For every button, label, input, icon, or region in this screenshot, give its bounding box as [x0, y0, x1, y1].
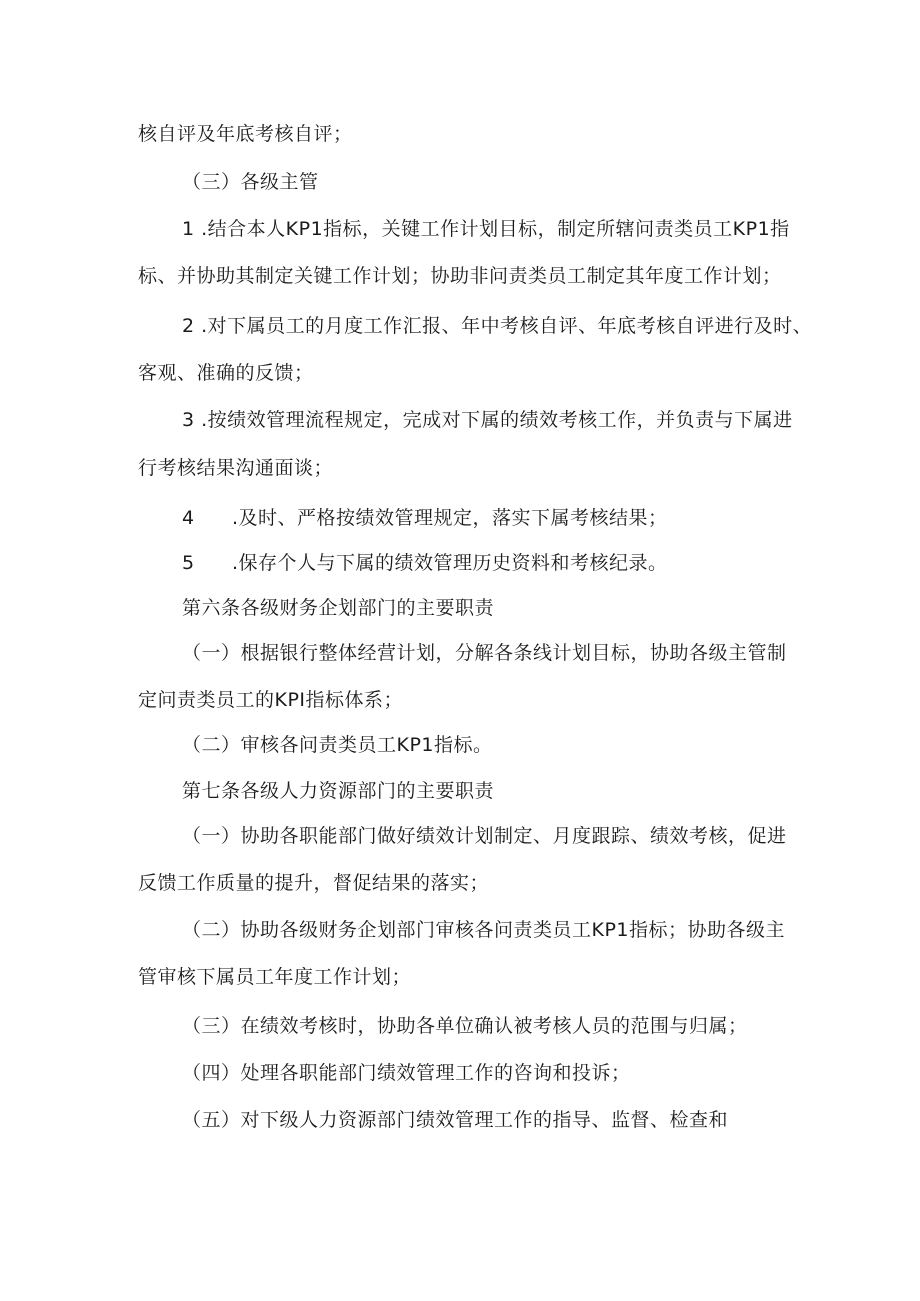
text-line: 核自评及年底考核自评； [138, 123, 353, 145]
text-line: 客观、准确的反馈； [138, 362, 314, 384]
text-line: （三）在绩效考核时，协助各单位确认被考核人员的范围与归属； [182, 1015, 748, 1037]
text-line: 反馈工作质量的提升，督促结果的落实； [138, 872, 490, 894]
text-line: 管审核下属员工年度工作计划； [138, 966, 412, 988]
text-line: （四）处理各职能部门绩效管理工作的咨询和投诉； [182, 1062, 631, 1084]
text-line: （一）根据银行整体经营计划，分解各条线计划目标，协助各级主管制 [182, 642, 787, 664]
text-line: 标、并协助其制定关键工作计划；协助非问责类员工制定其年度工作计划； [138, 265, 782, 287]
text-line: 3 .按绩效管理流程规定，完成对下属的绩效考核工作，并负责与下属进 [182, 409, 793, 431]
text-line: 2 .对下属员工的月度工作汇报、年中考核自评、年底考核自评进行及时、 [182, 315, 813, 337]
article-heading: 第七条各级人力资源部门的主要职责 [182, 780, 495, 802]
text-line: .及时、严格按绩效管理规定，落实下属考核结果； [232, 507, 668, 529]
text-line: （二）协助各级财务企划部门审核各问责类员工KP1指标；协助各级主 [182, 919, 786, 941]
text-line: .保存个人与下属的绩效管理历史资料和考核纪录。 [232, 552, 668, 574]
text-line: 定问责类员工的KPI指标体系； [138, 689, 404, 711]
text-line: （五）对下级人力资源部门绩效管理工作的指导、监督、检查和 [182, 1109, 729, 1131]
item-number: 5 [182, 552, 195, 574]
section-heading: （三）各级主管 [182, 171, 319, 193]
article-heading: 第六条各级财务企划部门的主要职责 [182, 597, 495, 619]
text-line: （二）审核各问责类员工KP1指标。 [182, 734, 493, 756]
item-number: 4 [182, 507, 195, 529]
text-line: 行考核结果沟通面谈； [138, 457, 334, 479]
text-line: （一）协助各职能部门做好绩效计划制定、月度跟踪、绩效考核，促进 [182, 825, 787, 847]
text-line: 1 .结合本人KP1指标，关键工作计划目标，制定所辖问责类员工KP1指 [182, 218, 790, 240]
